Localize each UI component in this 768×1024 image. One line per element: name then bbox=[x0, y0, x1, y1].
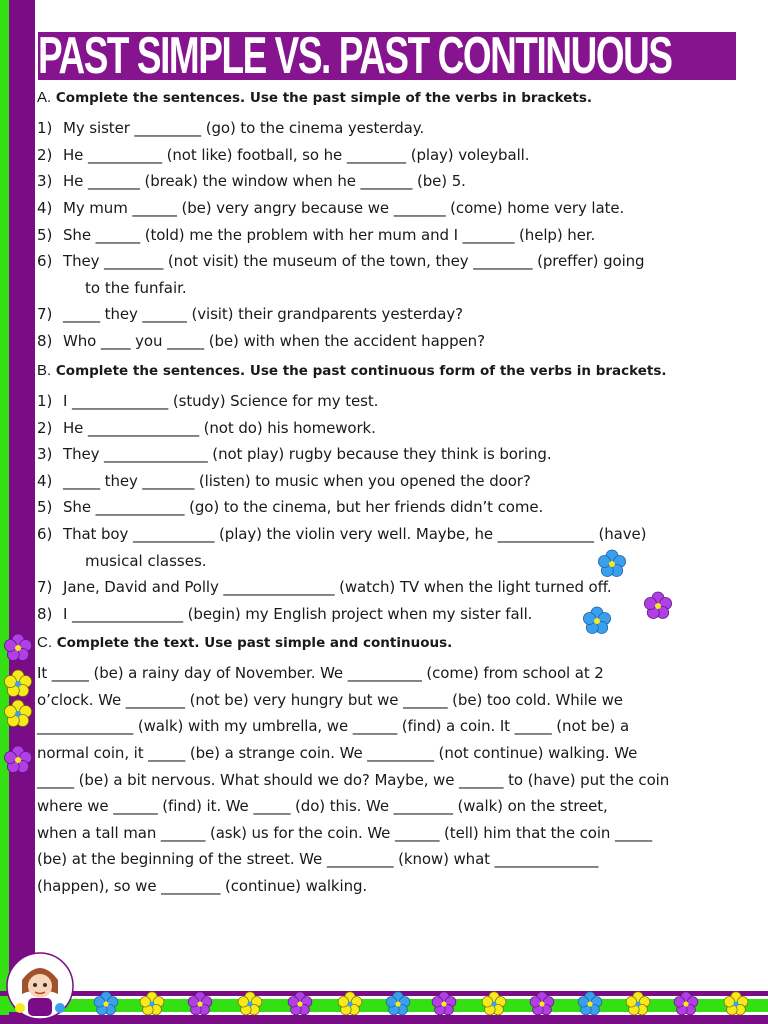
flower-icon bbox=[2, 668, 34, 700]
text-c-line-2: o’clock. We ________ (not be) very hungry but we ______ (be) too cold. While we bbox=[37, 691, 623, 709]
section-c-heading bbox=[37, 634, 452, 651]
flower-icon bbox=[384, 990, 412, 1018]
left-border-green bbox=[0, 0, 9, 1024]
text-c-line-8: (be) at the beginning of the street. We _________ (know) what ______________ bbox=[37, 850, 599, 868]
exercise-a-2: 2) He __________ (not like) football, so he ________ (play) voleyball. bbox=[37, 146, 530, 164]
flower-icon bbox=[624, 990, 652, 1018]
title-banner bbox=[38, 32, 736, 80]
section-b-heading bbox=[37, 362, 667, 379]
girl-logo-icon bbox=[0, 946, 82, 1022]
text-c-line-3: _____________ (walk) with my umbrella, we ______ (find) a coin. It _____ (not be) a bbox=[37, 717, 630, 735]
text-c-line-5: _____ (be) a bit nervous. What should we do? Maybe, we ______ to (have) put the coin bbox=[37, 771, 670, 789]
exercise-a-1: 1) My sister _________ (go) to the cinema yesterday. bbox=[37, 119, 425, 137]
text-c-line-6: where we ______ (find) it. We _____ (do) this. We ________ (walk) on the street, bbox=[37, 797, 608, 815]
text-c-line-7: when a tall man ______ (ask) us for the coin. We ______ (tell) him that the coin _____ bbox=[37, 824, 652, 842]
flower-icon bbox=[722, 990, 750, 1018]
flower-icon bbox=[642, 590, 674, 622]
section-b-instruction: Complete the sentences. Use the past continuous form of the verbs in brackets. bbox=[55, 363, 667, 379]
section-c-instruction: Complete the text. Use past simple and continuous. bbox=[56, 635, 453, 651]
flower-icon bbox=[2, 698, 34, 730]
flower-icon bbox=[480, 990, 508, 1018]
exercise-b-6: 6) That boy ___________ (play) the violin very well. Maybe, he _____________ (have) bbox=[37, 525, 647, 543]
section-a-heading bbox=[37, 89, 592, 106]
text-c-line-4: normal coin, it _____ (be) a strange coin. We _________ (not continue) walking. We bbox=[37, 744, 638, 762]
exercise-a-3: 3) He _______ (break) the window when he _______ (be) 5. bbox=[37, 172, 466, 190]
exercise-b-2: 2) He _______________ (not do) his homework. bbox=[37, 419, 376, 437]
text-c-line-9: (happen), so we ________ (continue) walking. bbox=[37, 877, 368, 895]
section-a-instruction: Complete the sentences. Use the past simple of the verbs in brackets. bbox=[55, 90, 593, 106]
flower-icon bbox=[528, 990, 556, 1018]
flower-icon bbox=[2, 744, 34, 776]
exercise-b-5: 5) She ____________ (go) to the cinema, but her friends didn’t come. bbox=[37, 498, 544, 516]
flower-icon bbox=[576, 990, 604, 1018]
exercise-a-6-continued: to the funfair. bbox=[85, 279, 187, 297]
flower-icon bbox=[92, 990, 120, 1018]
flower-icon bbox=[672, 990, 700, 1018]
flower-icon bbox=[236, 990, 264, 1018]
text-c-line-1: It _____ (be) a rainy day of November. We __________ (come) from school at 2 bbox=[37, 664, 604, 682]
exercise-b-3: 3) They ______________ (not play) rugby because they think is boring. bbox=[37, 445, 552, 463]
section-a-letter: A. bbox=[37, 89, 52, 106]
exercise-b-7: 7) Jane, David and Polly _______________ (watch) TV when the light turned off. bbox=[37, 578, 612, 596]
flower-icon bbox=[2, 632, 34, 664]
flower-icon bbox=[286, 990, 314, 1018]
exercise-a-5: 5) She ______ (told) me the problem with her mum and I _______ (help) her. bbox=[37, 226, 596, 244]
exercise-b-8: 8) I _______________ (begin) my English project when my sister fall. bbox=[37, 605, 533, 623]
exercise-b-1: 1) I _____________ (study) Science for my test. bbox=[37, 392, 379, 410]
page-title: PAST SIMPLE VS. PAST CONTINUOUS bbox=[38, 32, 672, 80]
exercise-a-7: 7) _____ they ______ (visit) their grandparents yesterday? bbox=[37, 305, 464, 323]
flower-icon bbox=[186, 990, 214, 1018]
flower-icon bbox=[138, 990, 166, 1018]
exercise-a-4: 4) My mum ______ (be) very angry because we _______ (come) home very late. bbox=[37, 199, 625, 217]
flower-icon bbox=[581, 605, 613, 637]
exercise-b-6-continued: musical classes. bbox=[85, 552, 207, 570]
flower-icon bbox=[430, 990, 458, 1018]
section-c-letter: C. bbox=[37, 634, 52, 651]
exercise-a-6: 6) They ________ (not visit) the museum of the town, they ________ (preffer) going bbox=[37, 252, 645, 270]
exercise-b-4: 4) _____ they _______ (listen) to music when you opened the door? bbox=[37, 472, 531, 490]
flower-icon bbox=[336, 990, 364, 1018]
left-border-purple bbox=[9, 0, 35, 1024]
section-b-letter: B. bbox=[37, 362, 52, 379]
flower-icon bbox=[596, 548, 628, 580]
exercise-a-8: 8) Who ____ you _____ (be) with when the accident happen? bbox=[37, 332, 485, 350]
